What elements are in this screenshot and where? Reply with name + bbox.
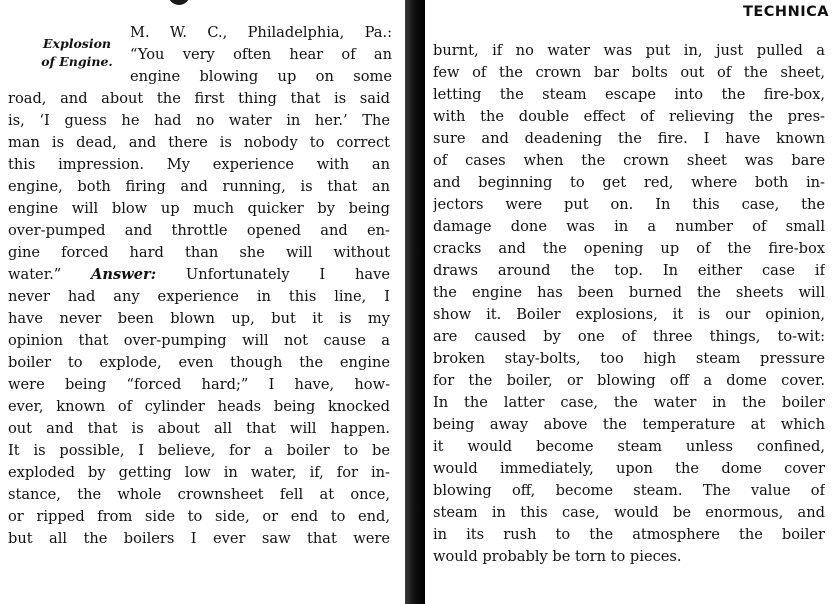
right-line-16: for the boiler, or blowing off a dome cover. xyxy=(433,372,825,389)
right-line-19: it would become steam unless confined, xyxy=(433,438,825,455)
left-line-14: have never been blown up, but it is my xyxy=(8,310,390,327)
left-line-12 xyxy=(8,264,390,286)
right-line-20: would immediately, upon the dome cover xyxy=(433,460,825,477)
right-line-8: jectors were put on. In this case, the xyxy=(433,196,825,213)
left-line-19: out and that is about all that will happen. xyxy=(8,420,390,437)
right-line-3: letting the steam escape into the fire-box, xyxy=(433,86,825,103)
left-line-24: but all the boilers I ever saw that were xyxy=(8,530,390,547)
answer-label: Answer: xyxy=(91,266,157,283)
left-line-9: engine will blow up much quicker by being xyxy=(8,200,390,217)
right-line-9: damage done was in a number of small xyxy=(433,218,825,235)
right-line-12: the engine has been burned the sheets will xyxy=(433,284,825,301)
left-line-6: man is dead, and there is nobody to correct xyxy=(8,134,390,151)
left-line-18: ever, known of cylinder heads being knocked xyxy=(8,398,390,415)
left-line-10: over-pumped and throttle opened and en- xyxy=(8,222,390,239)
right-line-6: of cases when the crown sheet was bare xyxy=(433,152,825,169)
right-page xyxy=(425,0,833,604)
left-line-22: stance, the whole crownsheet fell at once, xyxy=(8,486,390,503)
right-line-21: blowing off, become steam. The value of xyxy=(433,482,825,499)
left-line-7: this impression. My experience with an xyxy=(8,156,390,173)
ornament-icon xyxy=(168,0,190,5)
left-line-15: opinion that over-pumping will not cause a xyxy=(8,332,390,349)
left-line-8: engine, both firing and running, is that an xyxy=(8,178,390,195)
running-head: TECHNICA xyxy=(743,4,829,20)
left-line-11: gine forced hard than she will without xyxy=(8,244,390,261)
right-line-5: sure and deadening the fire. I have known xyxy=(433,130,825,147)
right-line-18: being away above the temperature at which xyxy=(433,416,825,433)
left-line-23: or ripped from side to side, or end to end, xyxy=(8,508,390,525)
sidehead-line-2: of Engine. xyxy=(41,54,113,69)
right-line-13: show it. Boiler explosions, it is our opinion, xyxy=(433,306,825,323)
left-page xyxy=(0,0,405,604)
right-line-22: steam in this case, would be enormous, and xyxy=(433,504,825,521)
right-line-14: are caused by one of three things, to-wit: xyxy=(433,328,825,345)
left-line-13: never had any experience in this line, I xyxy=(8,288,390,305)
left-line-5: is, ‘I guess he had no water in her.’ The xyxy=(8,112,390,129)
left-line-17: were being “forced hard;” I have, how- xyxy=(8,376,390,393)
book-gutter xyxy=(405,0,425,604)
right-line-10: cracks and the opening up of the fire-box xyxy=(433,240,825,257)
left-line-12-end: Unfortunately I have xyxy=(156,266,390,283)
right-line-15: broken stay-bolts, too high steam pressure xyxy=(433,350,825,367)
right-line-1: burnt, if no water was put in, just pulled a xyxy=(433,42,825,59)
left-line-1: M. W. C., Philadelphia, Pa.: xyxy=(130,24,392,41)
right-line-4: with the double effect of relieving the pres- xyxy=(433,108,825,125)
left-line-21: exploded by getting low in water, if, for in- xyxy=(8,464,390,481)
left-line-3: engine blowing up on some xyxy=(130,68,392,85)
left-line-4: road, and about the first thing that is said xyxy=(8,90,390,107)
left-line-20: It is possible, I believe, for a boiler to be xyxy=(8,442,390,459)
left-line-2: “You very often hear of an xyxy=(130,46,392,63)
right-line-24: would probably be torn to pieces. xyxy=(433,548,682,565)
sidehead-line-1: Explosion xyxy=(42,36,112,51)
right-line-2: few of the crown bar bolts out of the sheet, xyxy=(433,64,825,81)
right-line-17: In the latter case, the water in the boiler xyxy=(433,394,825,411)
right-line-23: in its rush to the atmosphere the boiler xyxy=(433,526,825,543)
right-line-11: draws around the top. In either case if xyxy=(433,262,825,279)
left-line-12-start: water.” xyxy=(8,266,92,283)
right-line-7: and beginning to get red, where both in- xyxy=(433,174,825,191)
left-line-16: boiler to explode, even though the engine xyxy=(8,354,390,371)
